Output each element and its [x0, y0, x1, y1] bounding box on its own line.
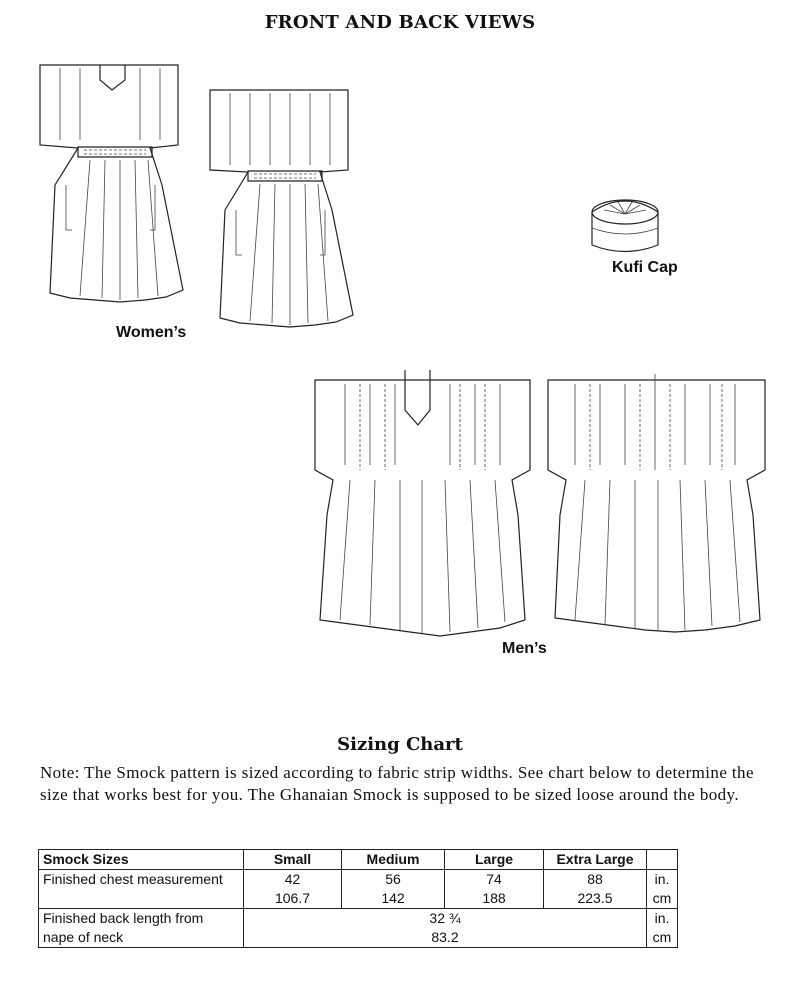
header-cell: Small: [244, 850, 342, 870]
header-cell: Large: [445, 850, 544, 870]
unit-cm: cm: [652, 890, 672, 906]
mens-back-illustration: [548, 374, 765, 632]
chest-units: [647, 870, 678, 909]
table-row: [39, 909, 678, 948]
sizing-note: Note: The Smock pattern is sized according to fabric strip widths. See chart below to determine the size that works best for you. The Ghanaian Smock is supposed to be sized loose around the body.: [40, 763, 754, 804]
kufi-cap-illustration: [592, 200, 658, 252]
table-header-row: [39, 850, 678, 870]
womens-label: Women’s: [116, 324, 187, 341]
chest-xlarge-in: 88: [587, 871, 603, 887]
back-length-in: 32 ¾: [429, 910, 461, 926]
chest-large: [445, 870, 544, 909]
chest-medium-cm: 142: [381, 890, 405, 906]
mens-label: Men’s: [502, 640, 547, 657]
unit-in: in.: [654, 871, 670, 887]
womens-back-illustration: [210, 90, 353, 327]
chest-label: Finished chest measurement: [39, 870, 244, 909]
chest-xlarge-cm: 223.5: [577, 890, 613, 906]
sizing-table: [38, 849, 678, 948]
chest-medium-in: 56: [385, 871, 401, 887]
chest-small: [244, 870, 342, 909]
table-row: [39, 870, 678, 909]
unit-cm: cm: [652, 929, 672, 945]
back-length-cm: 83.2: [431, 929, 459, 945]
back-length-label-line2: nape of neck: [43, 929, 124, 945]
page-title: FRONT AND BACK VIEWS: [264, 12, 536, 33]
mens-front-illustration: [315, 370, 530, 636]
back-length-label: [39, 909, 244, 948]
header-cell: Medium: [342, 850, 445, 870]
chest-medium: [342, 870, 445, 909]
kufi-cap-label: Kufi Cap: [612, 259, 678, 276]
back-length-value: [244, 909, 647, 948]
chest-large-cm: 188: [482, 890, 506, 906]
back-length-label-line1: Finished back length from: [43, 910, 204, 926]
header-cell: Smock Sizes: [39, 850, 244, 870]
chest-large-in: 74: [486, 871, 502, 887]
sizing-chart-title: Sizing Chart: [337, 734, 463, 755]
back-length-units: [647, 909, 678, 948]
chest-small-in: 42: [284, 871, 301, 887]
womens-front-illustration: [40, 65, 183, 302]
chest-small-cm: 106.7: [274, 890, 311, 906]
unit-in: in.: [654, 910, 670, 926]
chest-xlarge: [544, 870, 647, 909]
header-cell: Extra Large: [544, 850, 647, 870]
header-cell: [647, 850, 678, 870]
